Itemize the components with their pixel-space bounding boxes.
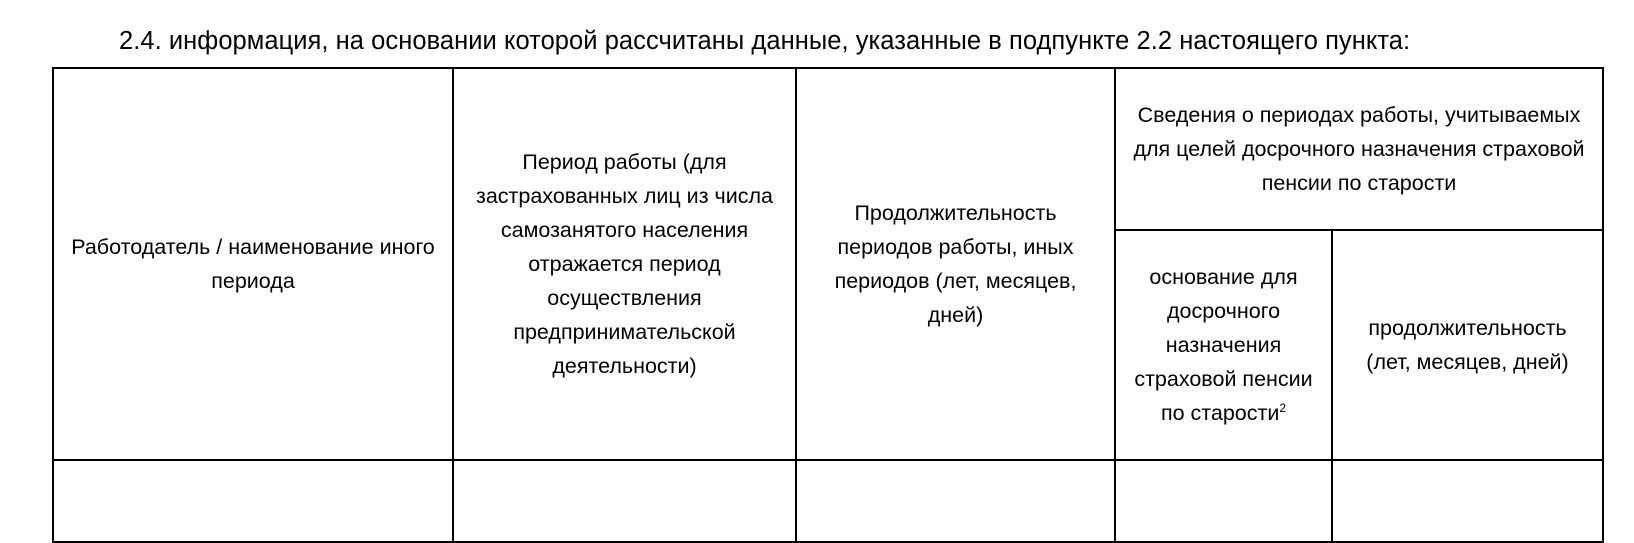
cell-employer (53, 460, 453, 542)
header-early-basis (1115, 230, 1332, 460)
header-early-pension-group: Сведения о периодах работы, учитываемых для целей досрочного назначения страховой пенсии по старости (1115, 68, 1603, 230)
cell-work-period (453, 460, 796, 542)
header-early-duration: продолжительность (лет, месяцев, дней) (1332, 230, 1603, 460)
header-duration: Продолжительность периодов работы, иных периодов (лет, месяцев, дней) (796, 68, 1115, 460)
table-row (53, 460, 1603, 542)
section-heading: 2.4. информация, на основании которой рассчитаны данные, указанные в подпункте 2.2 настоящего пункта: (119, 27, 1411, 55)
header-work-period: Период работы (для застрахованных лиц из числа самозанятого населения отражается период осуществления предпринимательской деятельности) (453, 68, 796, 460)
work-periods-table (52, 67, 1604, 543)
cell-early-basis (1115, 460, 1332, 542)
header-employer: Работодатель / наименование иного периода (53, 68, 453, 460)
table-header-row (53, 68, 1603, 230)
header-early-basis-label: основание для досрочного назначения страховой пенсии по старости (1134, 265, 1313, 425)
cell-early-duration (1332, 460, 1603, 542)
cell-duration (796, 460, 1115, 542)
footnote-marker: 2 (1279, 400, 1287, 415)
